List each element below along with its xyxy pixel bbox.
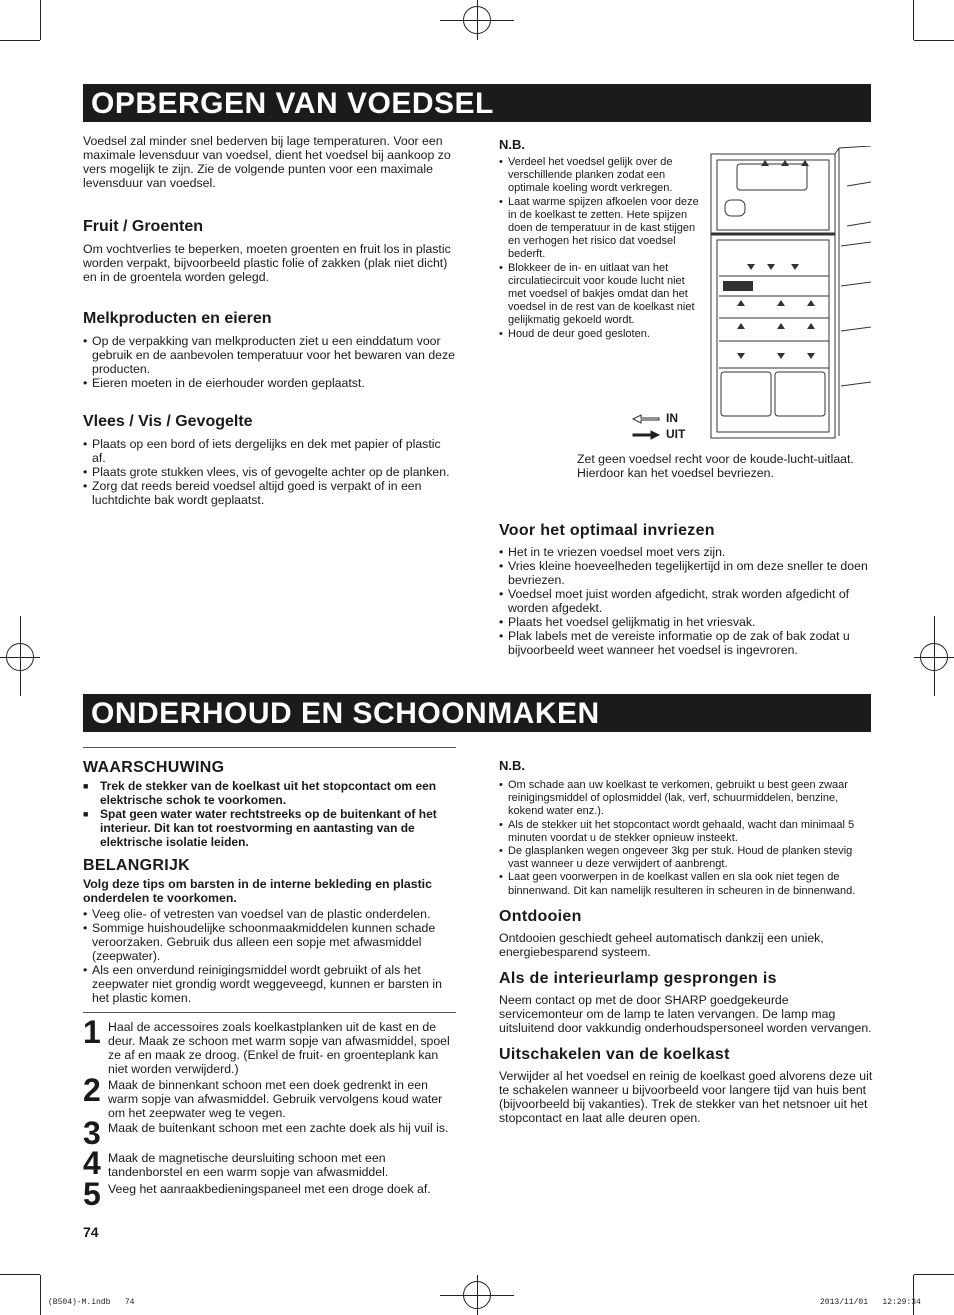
list-item: • Plaats grote stukken vlees, vis of gevogelte achter op de planken. bbox=[83, 465, 457, 479]
step-number: 4 bbox=[83, 1145, 101, 1181]
registration-mark bbox=[20, 616, 21, 696]
step-text: Maak de magnetische deursluiting schoon met een tandenborstel en een warm sopje van afwasmiddel. bbox=[108, 1151, 389, 1179]
list-item: • Voedsel moet juist worden afgedicht, strak worden afgedicht of worden afgedekt. bbox=[499, 587, 873, 615]
heading-fruit: Fruit / Groenten bbox=[83, 218, 203, 235]
list-item: • Als de stekker uit het stopcontact wordt gehaald, wacht dan minimaal 5 minuten voordat u de stekker opnieuw insteekt. bbox=[499, 819, 873, 845]
divider bbox=[83, 747, 456, 748]
step-text: Veeg het aanraakbedieningspaneel met een droge doek af. bbox=[108, 1182, 431, 1196]
step-text: Maak de binnenkant schoon met een doek gedrenkt in een warm sopje van afwasmiddel. Gebruik vervolgens koud water om het zeepwater weg te vegen. bbox=[108, 1078, 443, 1120]
list-item: • Plaats op een bord of iets dergelijks en dek met papier of plastic af. bbox=[83, 437, 457, 465]
airflow-legend bbox=[632, 411, 712, 443]
crop-mark bbox=[913, 0, 914, 40]
registration-mark bbox=[440, 1295, 514, 1296]
cleaning-step-2 bbox=[83, 1072, 457, 1120]
fruit-text: Om vochtverlies te beperken, moeten groenten en fruit los in plastic worden verpakt, bijvoorbeeld plastic folie of zakken (plak niet dicht) en in de groentela worden gelegd. bbox=[83, 242, 451, 284]
intro-text: Voedsel zal minder snel bederven bij lage temperaturen. Voor een maximale levensduur van voedsel, dient het voedsel bij aankoop zo vers mogelijk te zijn. Zie de volgende punten voor een maximale levensduur van voedsel. bbox=[83, 134, 451, 190]
crop-mark bbox=[914, 40, 954, 41]
heading-dairy: Melkproducten en eieren bbox=[83, 310, 272, 327]
maintenance-right-column bbox=[499, 758, 873, 1125]
list-item: • Het in te vriezen voedsel moet vers zijn. bbox=[499, 545, 873, 559]
legend-in-label: IN bbox=[666, 411, 678, 425]
heading-freeze: Voor het optimaal invriezen bbox=[499, 522, 715, 539]
page-number: 74 bbox=[83, 1224, 99, 1240]
list-item: • Als een onverdund reinigingsmiddel wordt gebruikt of als het zeepwater niet grondig wordt weggeveegd, kunnen er barsten in het plastic komen. bbox=[83, 963, 457, 1005]
list-item: • Veeg olie- of vetresten van voedsel van de plastic onderdelen. bbox=[83, 907, 457, 921]
cleaning-step-4 bbox=[83, 1145, 457, 1181]
heading-meat: Vlees / Vis / Gevogelte bbox=[83, 413, 253, 430]
meat-list bbox=[83, 437, 457, 507]
nb2-heading: N.B. bbox=[499, 758, 525, 773]
defrost-text: Ontdooien geschiedt geheel automatisch dankzij een uniek, energiebesparend systeem. bbox=[499, 930, 824, 959]
legend-out-label: UIT bbox=[666, 427, 686, 441]
registration-mark bbox=[934, 616, 935, 696]
heading-important: BELANGRIJK bbox=[83, 857, 191, 874]
switchoff-text: Verwijder al het voedsel en reinig de koelkast goed alvorens deze uit te schakelen wanneer u bijvoorbeeld voor langere tijd van huis bent (bijvoorbeeld bij vakanties). Trek de stekker van het netsnoer uit het stopcontact en laat alle deuren open. bbox=[499, 1068, 873, 1125]
crop-mark bbox=[40, 0, 41, 40]
important-list bbox=[83, 907, 457, 1005]
list-item: • Op de verpakking van melkproducten ziet u een einddatum voor gebruik en de aanbevolen temperatuur voor het bewaren van deze producten. bbox=[83, 334, 457, 376]
heading-lamp: Als de interieurlamp gesprongen is bbox=[499, 969, 777, 987]
heading-defrost: Ontdooien bbox=[499, 907, 582, 925]
registration-mark bbox=[0, 657, 40, 658]
arrow-in-icon bbox=[632, 414, 660, 424]
freeze-list bbox=[499, 545, 873, 657]
crop-mark bbox=[0, 1274, 40, 1275]
fridge-airflow-diagram bbox=[707, 146, 871, 442]
list-item: • Zorg dat reeds bereid voedsel altijd goed is verpakt of in een luchtdichte bak wordt geplaatst. bbox=[83, 479, 457, 507]
step-number: 3 bbox=[83, 1115, 101, 1151]
list-item: • De glasplanken wegen ongeveer 3kg per stuk. Houd de planken stevig vast wanneer u deze verwijdert of aanbrengt. bbox=[499, 845, 873, 871]
list-item: • Laat geen voorwerpen in de koelkast vallen en sla ook niet tegen de binnenwand. Dit kan namelijk resulteren in scheuren in de binnenwand. bbox=[499, 871, 873, 897]
warning-list bbox=[83, 779, 457, 849]
cleaning-step-3 bbox=[83, 1115, 457, 1151]
freeze-block bbox=[499, 522, 873, 657]
cleaning-step-5 bbox=[83, 1176, 457, 1212]
list-item: • Houd de deur goed gesloten. bbox=[499, 328, 699, 341]
heading-warning: WAARSCHUWING bbox=[83, 759, 225, 776]
lamp-text: Neem contact op met de door SHARP goedgekeurde servicemonteur om de lamp te laten vervangen. De lamp mag uitsluitend door vakkundig onderhoudspersoneel worden vervangen. bbox=[499, 992, 872, 1035]
diagram-note: Zet geen voedsel recht voor de koude-lucht-uitlaat. Hierdoor kan het voedsel bevriezen. bbox=[577, 452, 854, 480]
dairy-list bbox=[83, 334, 457, 390]
cleaning-step-1 bbox=[83, 1014, 457, 1076]
registration-mark bbox=[914, 657, 954, 658]
step-text: Maak de buitenkant schoon met een zachte doek als hij vuil is. bbox=[108, 1121, 449, 1135]
warning-block bbox=[83, 759, 457, 1005]
step-text: Haal de accessoires zoals koelkastplanken uit de kast en de deur. Maak ze schoon met warm sopje van afwasmiddel, spoel ze af en maak ze droog. (Enkel de fruit- en groenteplank kan niet worden verwijderd.) bbox=[108, 1020, 450, 1076]
heading-switchoff: Uitschakelen van de koelkast bbox=[499, 1045, 730, 1063]
list-item: • Plaats het voedsel gelijkmatig in het vriesvak. bbox=[499, 615, 873, 629]
crop-mark bbox=[40, 1275, 41, 1315]
list-item: ■ Trek de stekker van de koelkast uit het stopcontact om een elektrische schok te voorkomen. bbox=[83, 779, 457, 807]
list-item: • Verdeel het voedsel gelijk over de verschillende planken zodat een optimale koeling wordt verkregen. bbox=[499, 156, 699, 196]
crop-mark bbox=[914, 1274, 954, 1275]
divider bbox=[83, 1012, 456, 1013]
storage-nb-block bbox=[499, 137, 699, 341]
footer-file-info: (B504)-M.indb 74 bbox=[48, 1298, 135, 1307]
nb-heading: N.B. bbox=[499, 137, 525, 152]
list-item: • Blokkeer de in- en uitlaat van het circulatiecircuit voor koude lucht niet met voedsel of bakjes omdat dan het voedsel in de rest van de koelkast niet gelijkmatig gekoeld wordt. bbox=[499, 262, 699, 328]
list-item: • Vries kleine hoeveelheden tegelijkertijd in om deze sneller te doen bevriezen. bbox=[499, 559, 873, 587]
list-item: • Sommige huishoudelijke schoonmaakmiddelen kunnen schade veroorzaken. Gebruik dus alleen een sopje met afwasmiddel (zeepwater). bbox=[83, 921, 457, 963]
step-number: 2 bbox=[83, 1072, 101, 1108]
footer-timestamp: 2013/11/01 12:29:34 bbox=[820, 1298, 921, 1307]
list-item: ■ Spat geen water water rechtstreeks op de buitenkant of het interieur. Dit kan tot roestvorming en aantasting van de elektrische isolatie leiden. bbox=[83, 807, 457, 849]
crop-mark bbox=[913, 1275, 914, 1315]
step-number: 5 bbox=[83, 1176, 101, 1212]
list-item: • Eieren moeten in de eierhouder worden geplaatst. bbox=[83, 376, 457, 390]
nb-list bbox=[499, 156, 699, 341]
list-item: • Laat warme spijzen afkoelen voor deze in de koelkast te zetten. Hete spijzen doen de temperatuur in de kast stijgen en verhogen het risico dat voedsel bederft. bbox=[499, 196, 699, 262]
section-title-storage: OPBERGEN VAN VOEDSEL bbox=[83, 84, 871, 122]
list-item: • Plak labels met de vereiste informatie op de zak of bak zodat u bijvoorbeeld weet wanneer het voedsel is ingevroren. bbox=[499, 629, 873, 657]
list-item: • Om schade aan uw koelkast te verkomen, gebruikt u best geen zwaar reinigingsmiddel of oplosmiddel (lak, verf, schuurmiddelen, benzine, kokend water enz.). bbox=[499, 779, 873, 819]
important-lead: Volg deze tips om barsten in de interne bekleding en plastic onderdelen te voorkomen. bbox=[83, 877, 432, 905]
registration-mark bbox=[440, 20, 514, 21]
storage-left-column bbox=[83, 134, 457, 507]
nb2-list bbox=[499, 779, 873, 898]
section-title-maintenance: ONDERHOUD EN SCHOONMAKEN bbox=[83, 694, 871, 732]
arrow-out-icon bbox=[632, 430, 660, 440]
step-number: 1 bbox=[83, 1014, 101, 1050]
crop-mark bbox=[0, 40, 40, 41]
